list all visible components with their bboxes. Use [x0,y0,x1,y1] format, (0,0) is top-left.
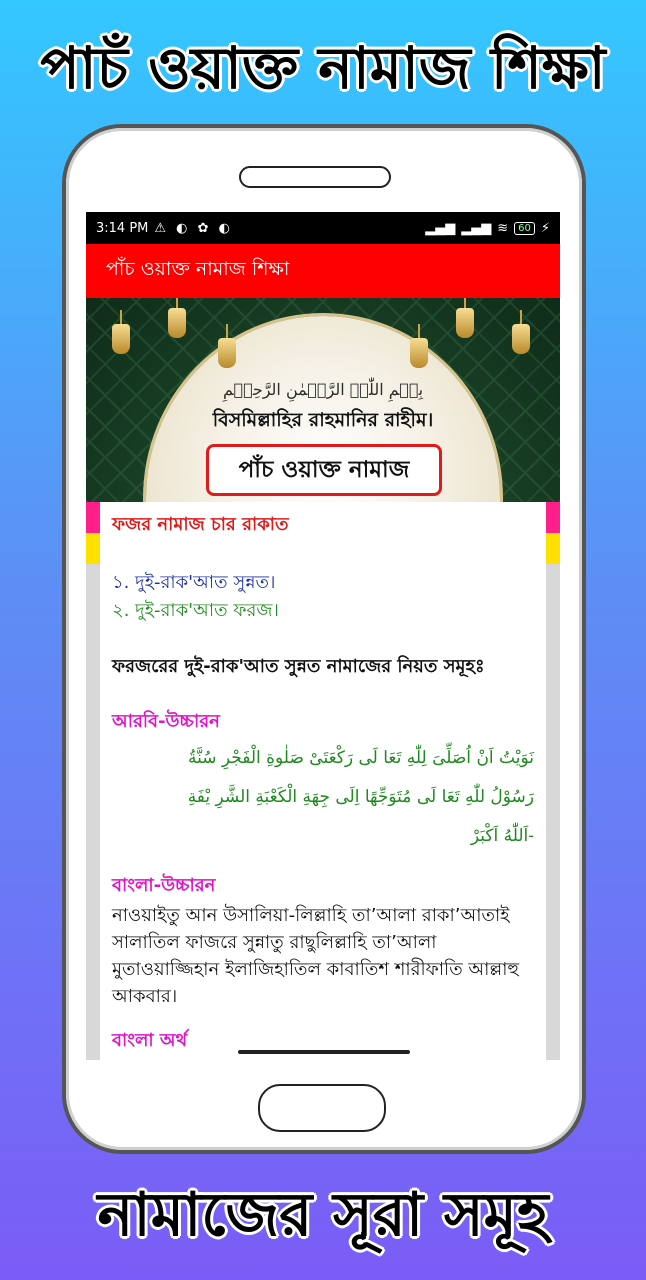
app-bar [86,244,560,298]
charging-icon: ⚡ [540,220,550,236]
bangla-label: বাংলা-উচ্চারন [112,875,216,896]
promo-top-title: পাচঁ ওয়াক্ত নামাজ শিক্ষা [40,34,606,102]
app-screen [86,212,560,1060]
lantern-icon [512,324,530,354]
niyat-heading: ফরজরের দুই-রাক'আত সুন্নত নামাজের নিয়ত সমূহঃ [112,656,485,677]
app-title: পাঁচ ওয়াক্ত নামাজ শিক্ষা [106,258,290,280]
battery-icon: 60 [514,222,535,235]
meaning-label: বাংলা অর্থ [112,1030,188,1051]
list-item: ১. দুই-রাক'আত সুন্নত। [112,572,276,593]
notification-icons: ⚠ ◐ ✿ ◐ [154,220,234,236]
signal-icon: ▂▄▆ [425,220,456,236]
wifi-icon: ≋ [497,220,509,236]
banner-title: পাঁচ ওয়াক্ত নামাজ [206,444,442,496]
arabic-line: نَوَيْتُ اَنْ اُصَلِّىَ لِلّٰهِ تَعَا لَى رَكْعَتَىْ صَلٰوةِ الْفَجْرِ سُنَّةُ [187,748,534,768]
status-time: 3:14 PM [96,220,149,236]
arabic-bismillah: بِسۡمِ اللّٰہِ الرَّحۡمٰنِ الرَّحِیۡمِ [222,380,424,399]
arabic-label: আরবি-উচ্চারন [112,711,220,732]
arabic-line: رَسُوْلُ للّٰهِ تَعَا لَى مُتَوَجِّهًا اِلَى جِهَةِ الْكَعْبَةِ الشَّرِ يْفَةِ [187,787,534,807]
bangla-pronunciation: নাওয়াইতু আন উসালিয়া-লিল্লাহি তা’আলা রাকা’আতাই সালাতিল ফাজরে সুন্নাতু রাছুলিল্লাহি তা’আলা মুতাওয়াজ্জিহান ইলাজিহাতিল কাবাতিশ শারীফাতি আল্লাহু আকবার। [112,905,519,1007]
accent-strip-left [86,502,100,564]
lesson-card [100,502,546,1060]
promo-bottom-title: নামাজের সূরা সমূহ [97,1180,549,1250]
lantern-icon [168,308,186,338]
lantern-icon [112,324,130,354]
lantern-icon [218,338,236,368]
header-banner [86,298,560,502]
content-area[interactable] [86,502,560,1060]
accent-strip-right [546,502,560,564]
status-bar [86,212,560,244]
bangla-bismillah: বিসমিল্লাহির রাহমানির রাহীম। [212,409,434,431]
list-item: ২. দুই-রাক'আত ফরজ। [112,600,279,621]
gesture-bar[interactable] [238,1050,410,1054]
lantern-icon [410,338,428,368]
phone-speaker [239,166,391,188]
home-button[interactable] [258,1084,386,1132]
arabic-line: -اَللّٰهُ اَكْبَرْ [470,826,534,846]
margin-right [546,564,560,1060]
signal-icon-2: ▂▄▆ [461,220,492,236]
lantern-icon [456,308,474,338]
phone-frame [66,128,582,1150]
margin-left [86,564,100,1060]
lesson-heading: ফজর নামাজ চার রাকাত [112,514,289,535]
